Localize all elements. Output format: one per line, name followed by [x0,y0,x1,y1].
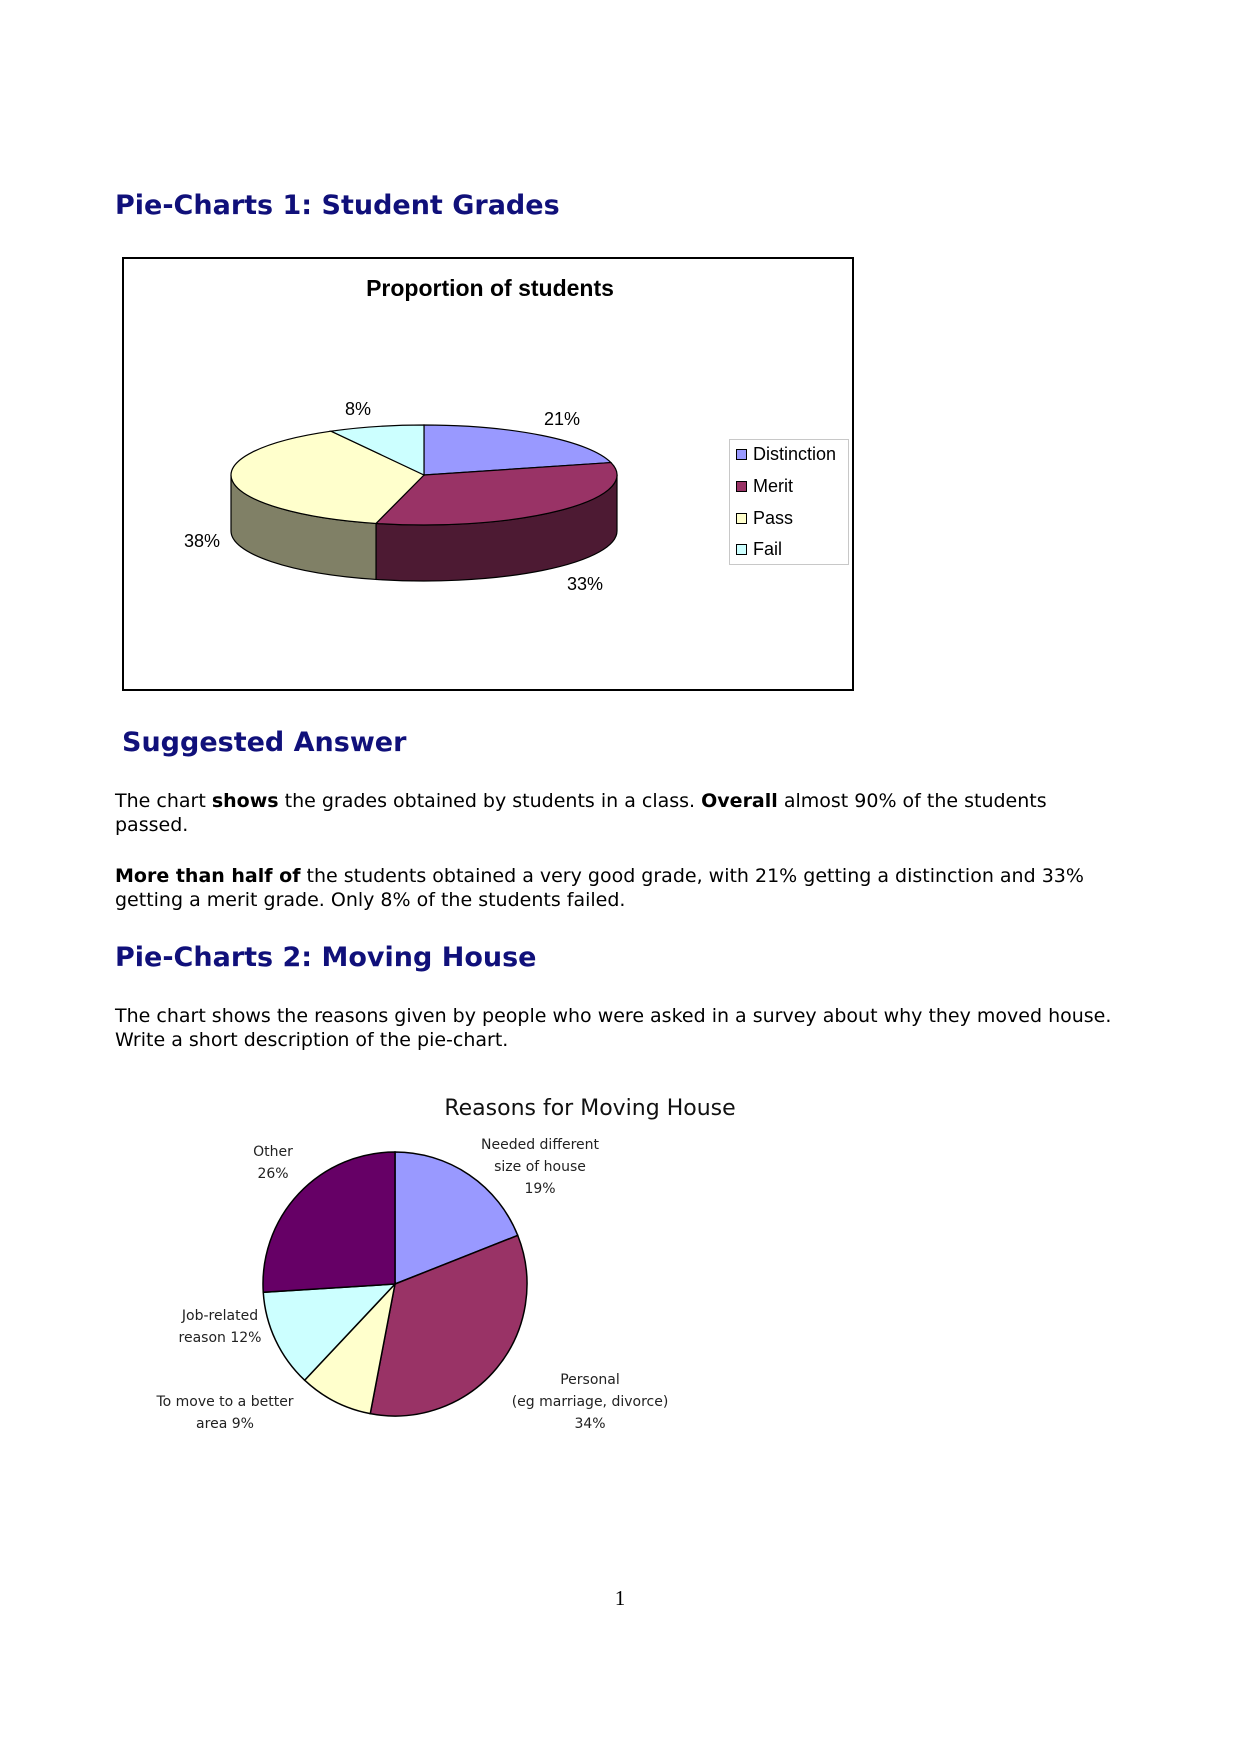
bold-text: shows [211,790,279,812]
text: almost 90% of the students passed. [115,790,1047,836]
label-line: Job-related [181,1308,259,1324]
label-line: Other [253,1144,293,1160]
section2-heading: Pie-Charts 2: Moving House [115,942,537,973]
page-number: 1 [614,1586,626,1610]
text: The chart [115,790,212,812]
legend-label: Distinction [753,444,837,464]
label-line: Needed different [481,1137,599,1153]
label-line: 34% [574,1416,606,1432]
chart2-label-size [440,1134,640,1200]
legend-label: Merit [753,476,793,496]
legend-label: Pass [753,508,794,528]
text: the students obtained a very good grade, with 21% getting a distinction and 33% getting a merit grade. Only 8% of the students failed. [115,865,1084,911]
chart2-label-other [233,1141,313,1185]
chart1-label-merit: 33% [567,574,604,594]
chart2-label-area [135,1391,315,1435]
label-line: size of house [494,1159,586,1175]
section1-heading: Pie-Charts 1: Student Grades [115,190,560,221]
section2-intro: The chart shows the reasons given by people who were asked in a survey about why they moved house. Write a short description of the pie-chart. [115,1005,1112,1051]
answer-heading: Suggested Answer [122,727,407,758]
label-line: Personal [560,1372,620,1388]
chart2-title: Reasons for Moving House [444,1096,736,1121]
chart2-label-personal [490,1369,690,1435]
text: the grades obtained by students in a class. [278,790,702,812]
bold-text: Overall [701,790,778,812]
label-line: To move to a better [156,1394,294,1410]
label-line: (eg marriage, divorce) [511,1394,669,1410]
label-line: 26% [257,1166,289,1182]
label-line: area 9% [196,1416,254,1432]
chart1-label-fail: 8% [345,399,372,419]
label-line: reason 12% [178,1330,262,1346]
chart2-label-job [160,1305,280,1349]
chart1-title: Proportion of students [366,275,614,301]
legend-label: Fail [753,539,783,559]
bold-text: More than half of [115,865,301,887]
chart1-label-distinction: 21% [544,409,581,429]
label-line: 19% [524,1181,556,1197]
chart1-label-pass: 38% [184,531,221,551]
